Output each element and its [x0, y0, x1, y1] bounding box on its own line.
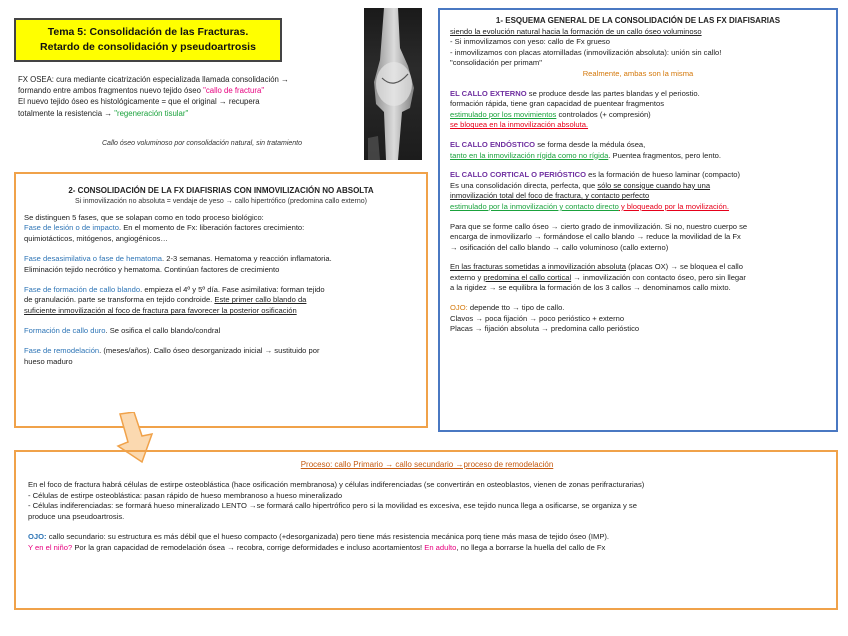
image-caption: Callo óseo voluminoso por consolidación natural, sin tratamiento	[102, 140, 302, 147]
text-span: → inmovilización con contacto óseo, pero sin llegar	[571, 272, 746, 282]
phase-title: Fase desasimilativa o fase de hematoma	[24, 253, 163, 263]
inmovilizacion-absoluta-paragraph	[450, 262, 826, 294]
text-span: . En el momento de Fx: liberación factores crecimiento:	[118, 223, 305, 233]
adult-label: En adulto	[424, 542, 457, 552]
text-span: (placas OX) → se bloquea el callo	[626, 262, 743, 272]
underlined-text: sólo se consigue cuando hay una	[597, 180, 711, 190]
text-line: encarga de inmovilizarlo → formándose el callo blando → reduce la movilidad de la Fx	[450, 232, 741, 242]
text-line: - inmovilizamos con placas atornilladas (inmovilización absoluta): unión sin callo!	[450, 47, 722, 57]
text-line: - Si inmovilizamos con yeso: callo de Fx grueso	[450, 37, 610, 47]
underlined-text: suficiente inmovilización al foco de fractura para favorecer la posterior osificación	[24, 306, 297, 316]
section-header: 1- ESQUEMA GENERAL DE LA CONSOLIDACIÓN DE LAS FX DIAFISARIAS	[495, 16, 781, 25]
text-line: produce una pseudoartrosis.	[28, 512, 125, 522]
title-line-1: Tema 5: Consolidación de las Fracturas.	[47, 26, 249, 38]
text-span: . 2-3 semanas. Hematoma y reacción inflamatoria.	[162, 253, 332, 263]
text-line: Eliminación tejido necrótico y hematoma. Continúan factores de crecimiento	[24, 264, 280, 274]
intro-line	[18, 74, 358, 85]
text-span: Por la gran capacidad de remodelación ósea → recobra, corrige deformidades e incluso acortamientos!	[72, 542, 425, 552]
callo-externo-title: EL CALLO EXTERNO	[450, 88, 527, 98]
regeneracion-term: "regeneración tisular"	[114, 108, 189, 118]
phase-title: Fase de formación de callo blando	[24, 284, 141, 294]
note-text: Realmente, ambas son la misma	[582, 68, 694, 78]
red-highlight: se bloquea en la inmovilización absoluta.	[450, 120, 589, 130]
text-span: , no llega a borrarse la huella del callo de Fx	[456, 542, 606, 552]
text-span: . Puentea fragmentos, pero lento.	[608, 150, 722, 160]
underlined-text: Este primer callo blando da	[214, 295, 307, 305]
green-highlight: estimulado por los movimientos	[450, 109, 557, 119]
callo-endostico-block	[450, 140, 826, 161]
text-line: formación rápida, tiene gran capacidad de puentear fragmentos	[450, 99, 665, 109]
text-line: Para que se forme callo óseo → cierto grado de inmovilización. Si no, nuestro cuerpo se	[450, 221, 748, 231]
underlined-text: inmovilización total del foco de fractura, y contacto perfecto	[450, 191, 650, 201]
ojo-label: OJO:	[450, 303, 468, 313]
text-line: - Células de estirpe osteoblástica: pasan rápido de hueso membranoso a hueso mineralizado	[28, 490, 343, 500]
text-span: de granulación. parte se transforma en tejido condroide.	[24, 295, 215, 305]
underlined-text: En las fracturas sometidas a inmovilización absoluta	[450, 262, 627, 272]
text-line: Placas → fijación absoluta → predomina callo perióstico	[450, 324, 640, 334]
green-highlight: estimulado por la inmovilización y contacto directo	[450, 201, 619, 211]
title-line-2: Retardo de consolidación y pseudoartrosis	[40, 41, 256, 53]
xray-image	[364, 8, 422, 160]
text-span: depende tto → tipo de callo.	[467, 303, 565, 313]
callo-endostico-title: EL CALLO ENDÓSTICO	[450, 139, 536, 149]
ojo-label: OJO:	[28, 531, 47, 541]
callo-cortical-title: EL CALLO CORTICAL O PERIÓSTICO	[450, 170, 586, 180]
text-line: En el foco de fractura habrá células de estirpe osteoblástica (hace osificación membranosa) y células indiferenciadas (se convertirán en osteoblastos, vienen de zonas perifracturarias)	[28, 479, 645, 489]
section-title: Proceso: callo Primario → callo secundario →proceso de remodelación	[300, 460, 554, 469]
red-highlight: y bloqueado por la movilización.	[618, 201, 730, 211]
text-line: → osificación del callo blando → callo voluminoso (callo externo)	[450, 242, 669, 252]
green-highlight: tanto en la inmovilización rígida como no rígida	[450, 150, 609, 160]
intro-text: formando entre ambos fragmentos nuevo tejido óseo	[18, 86, 204, 96]
text-line: hueso maduro	[24, 356, 73, 366]
text-line: quimiotácticos, mitógenos, angiogénicos…	[24, 234, 168, 244]
callo-externo-block	[450, 89, 826, 131]
text-line: - Células indiferenciadas: se formará hueso mineralizado LENTO →se formará callo hipertrófico pero si la movilidad es excesiva, ese tejido nunca llega a osificarse, se organiza y se	[28, 501, 637, 511]
lead-text: siendo la evolución natural hacia la formación de un callo óseo voluminoso	[450, 26, 702, 36]
ojo-block	[450, 303, 826, 335]
text-line: "consolidación per primam"	[450, 58, 542, 68]
intro-line	[18, 96, 358, 107]
intro-text: totalmente la resistencia →	[18, 108, 115, 118]
phase-title: Fase de remodelación	[24, 345, 100, 355]
section-inmovilizacion-no-absoluta	[14, 172, 428, 428]
section-proceso	[14, 450, 838, 610]
callo-cortical-block	[450, 170, 826, 212]
text-span: se produce desde las partes blandas y el periostio.	[526, 88, 700, 98]
section-subtitle: Si inmovilización no absoluta = vendaje de yeso → callo hipertrófico (predomina callo externo)	[74, 197, 368, 205]
text-line: Se distinguen 5 fases, que se solapan como en todo proceso biológico:	[24, 212, 264, 222]
phase-title: Formación de callo duro	[24, 325, 106, 335]
text-span: controlados (+ compresión)	[556, 109, 651, 119]
text-span: externo y	[450, 272, 484, 282]
text-span: Es una consolidación directa, perfecta, que	[450, 180, 598, 190]
text-line: Clavos → poca fijación → poco perióstico + externo	[450, 313, 625, 323]
intro-paragraph	[18, 74, 358, 119]
callo-fractura-term: "callo de fractura"	[203, 86, 265, 96]
phase-title: Fase de lesión o de impacto	[24, 223, 119, 233]
text-span: . Se osifica el callo blando/condral	[105, 325, 221, 335]
inmovilizacion-paragraph	[450, 222, 826, 254]
intro-text: FX OSEA: cura mediante cicatrización especializada llamada consolidación →	[18, 75, 289, 84]
underlined-text: predomina el callo cortical	[483, 272, 572, 282]
section-header: 2- CONSOLIDACIÓN DE LA FX DIAFISRIAS CON INMOVILIZACIÓN NO ABSOLTA	[68, 186, 374, 195]
text-span: callo secundario: su estructura es más débil que el hueso compacto (+desorganizada) pero tiene más resistencia mecánica porq tiene más masa de tejido óseo (IMP).	[46, 531, 610, 541]
text-span: es la formación de hueso laminar (compacto)	[586, 170, 741, 180]
intro-line	[18, 85, 358, 96]
text-span: se forma desde la médula ósea,	[535, 139, 646, 149]
intro-text: El nuevo tejido óseo es histológicamente = que el original → recupera	[18, 97, 260, 107]
text-span: . empieza el 4º y 5º día. Fase asimilativa: forman tejido	[140, 284, 325, 294]
text-line: a la rigidez → se equilibra la formación de los 3 callos → denominamos callo mixto.	[450, 283, 731, 293]
text-span: . (meses/años). Callo óseo desorganizado inicial → sustituido por	[99, 345, 320, 355]
page-title	[14, 18, 282, 62]
intro-line	[18, 108, 358, 119]
child-question: Y en el niño?	[28, 542, 73, 552]
section-esquema-general	[438, 8, 838, 432]
